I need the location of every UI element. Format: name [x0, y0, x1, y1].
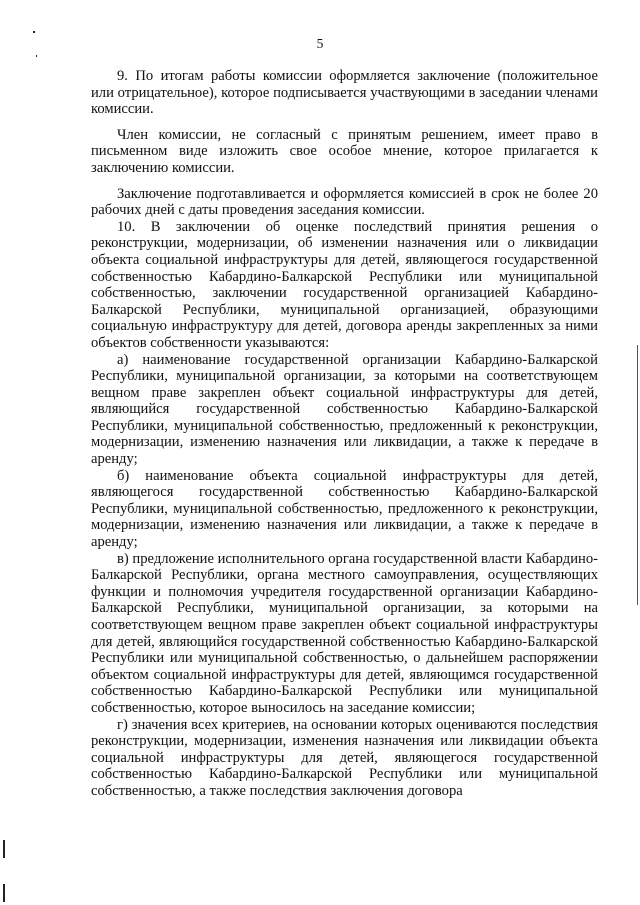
list-item-b: б) наименование объекта социальной инфраструктуры для детей, являющегося государственной собственностью Кабардино-Балкарской Республики, муниципальной собственностью, предложенного к реконструкции, модернизации, изменению назначения или ликвидации, а также к передаче в аренду; — [91, 467, 598, 551]
scan-artifact-dot-top — [33, 31, 35, 33]
paragraph-9-conclusion: 9. По итогам работы комиссии оформляется заключение (положительное или отрицательное), которое подписывается участвующими в заседании членами комиссии. — [91, 68, 598, 118]
paragraph-10-contents: 10. В заключении об оценке последствий принятия решения о реконструкции, модернизации, об изменении назначения или о ликвидации объекта социальной инфраструктуры для детей, являющегося государственной собственностью Кабардино-Балкарской Республики или муниципальной собственностью, заключении государственной организацией Кабардино-Балкарской Республики, муниципальной организацией, образующими социальную инфраструктуру для детей, договора аренды закрепленных за ними объектов собственности указываются: — [91, 218, 598, 351]
scan-artifact-edge-right — [637, 345, 638, 605]
scan-artifact-dot-upper — [36, 55, 37, 57]
scan-artifact-line-bottom-1 — [3, 840, 5, 858]
list-item-a: а) наименование государственной организации Кабардино-Балкарской Республики, муниципальной организации, за которыми на соответствующем вещном праве закреплен объект социальной инфраструктуры для детей, являющийся государственной собственностью Кабардино-Балкарской Республики, муниципальной собственностью, предложенный к реконструкции, модернизации, изменению назначения или ликвидации, а также к передаче в аренду; — [91, 351, 598, 468]
document-body — [91, 68, 598, 800]
scan-artifact-line-bottom-2 — [3, 884, 5, 902]
list-item-g: г) значения всех критериев, на основании которых оцениваются последствия реконструкции, модернизации, изменения назначения или ликвидации объекта социальной инфраструктуры для детей, являющегося государственной собственностью Кабардино-Балкарской Республики или муниципальной собственностью, а также последствия заключения договора — [91, 716, 598, 799]
list-item-v: в) предложение исполнительного органа государственной власти Кабардино-Балкарской Республики, органа местного самоуправления, осуществляющих функции и полномочия учредителя государственной организации Кабардино-Балкарской Республики, муниципальной организации, за которыми на соответствующем вещном праве закреплен объект социальной инфраструктуры для детей, являющийся государственной собственностью Кабардино-Балкарской Республики или муниципальной собственностью, о дальнейшем распоряжении объектом социальной инфраструктуры для детей, являющимся государственной собственностью Кабардино-Балкарской Республики или муниципальной собственностью, которое выносилось на заседание комиссии; — [91, 550, 598, 716]
page-number: 5 — [316, 36, 324, 51]
paragraph-dissenting-opinion: Член комиссии, не согласный с принятым решением, имеет право в письменном виде изложить свое особое мнение, которое прилагается к заключению комиссии. — [91, 126, 598, 176]
paragraph-conclusion-deadline: Заключение подготавливается и оформляется комиссией в срок не более 20 рабочих дней с даты проведения заседания комиссии. — [91, 185, 598, 219]
